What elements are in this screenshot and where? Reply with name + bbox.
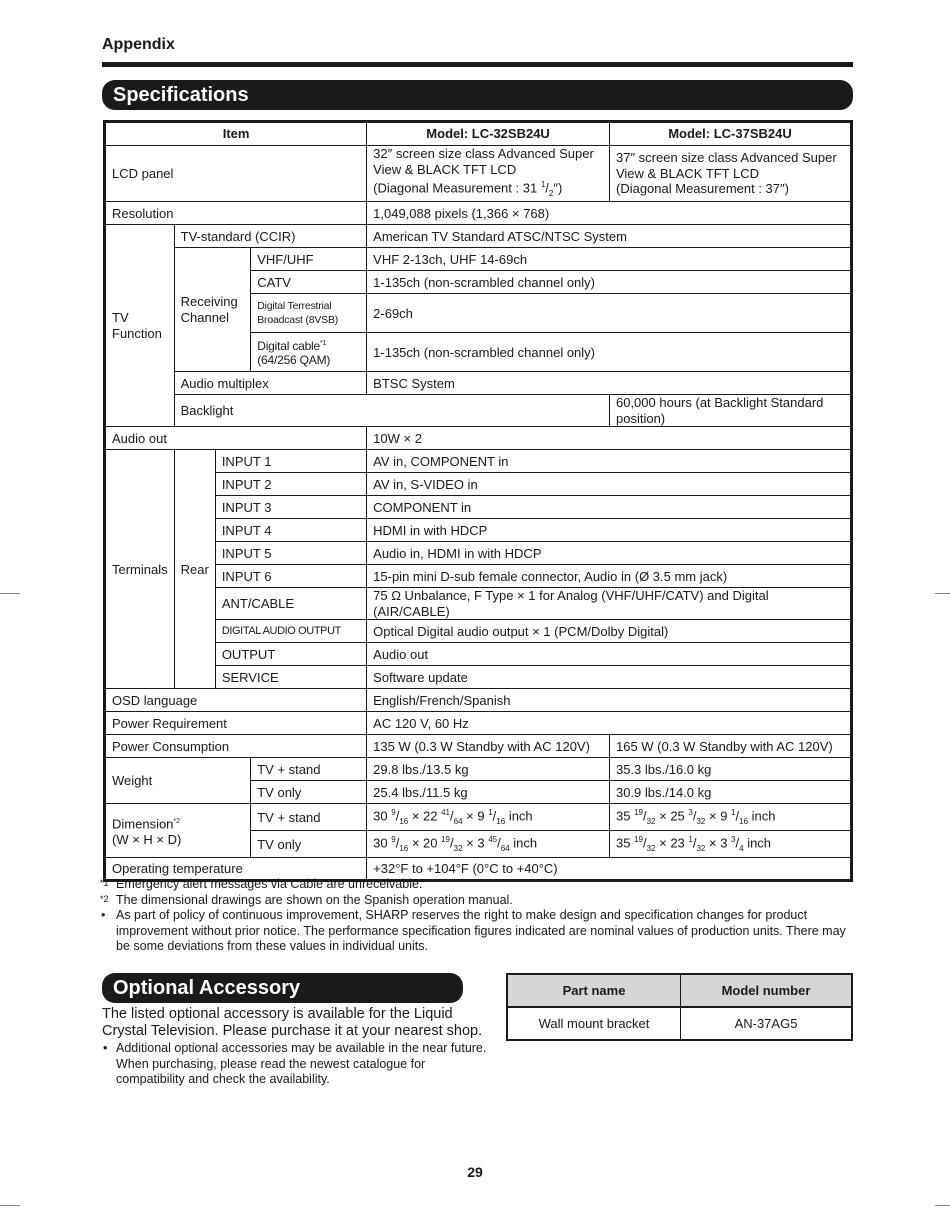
table-row-output bbox=[105, 643, 852, 666]
row-label: Resolution bbox=[105, 202, 367, 225]
header-rule bbox=[102, 62, 853, 67]
cell-value: English/French/Spanish bbox=[367, 689, 852, 712]
cell-value: 25.4 lbs./11.5 kg bbox=[367, 781, 610, 804]
table-row-backlight bbox=[105, 395, 852, 427]
cell-value: AV in, COMPONENT in bbox=[367, 450, 852, 473]
row-label: INPUT 3 bbox=[215, 496, 366, 519]
row-label: Power Consumption bbox=[105, 735, 367, 758]
crop-mark-left bbox=[0, 593, 20, 594]
row-label: VHF/UHF bbox=[251, 248, 367, 271]
header-model-1: Model: LC-32SB24U bbox=[367, 122, 610, 146]
table-row-service bbox=[105, 666, 852, 689]
row-label: TV + stand bbox=[251, 758, 367, 781]
model-number: AN-37AG5 bbox=[734, 1016, 798, 1031]
table-row-ant-cable bbox=[105, 588, 852, 620]
table-row-input-5 bbox=[105, 542, 852, 565]
row-label-dimension: Dimension$^{*2}$ (W × H × D) bbox=[105, 804, 251, 858]
row-label: ANT/CABLE bbox=[215, 588, 366, 620]
table-row-vhf-uhf bbox=[105, 248, 852, 271]
accessory-description: The listed optional accessory is available for the Liquid Crystal Television. Please purchase it at your nearest shop. bbox=[102, 1006, 483, 1039]
cell-value: HDMI in with HDCP bbox=[367, 519, 852, 542]
table-row-audio-out bbox=[105, 427, 852, 450]
row-label: Backlight bbox=[174, 395, 609, 427]
cell-value: BTSC System bbox=[367, 372, 852, 395]
row-label: SERVICE bbox=[215, 666, 366, 689]
row-label-receiving-channel: Receiving Channel bbox=[174, 248, 251, 372]
row-label: INPUT 5 bbox=[215, 542, 366, 565]
row-label: TV only bbox=[251, 781, 367, 804]
optional-accessory-banner: Optional Accessory bbox=[102, 973, 463, 1003]
row-label: DIGITAL AUDIO OUTPUT bbox=[215, 620, 366, 643]
cell-value: AV in, S-VIDEO in bbox=[367, 473, 852, 496]
table-row-input-2 bbox=[105, 473, 852, 496]
row-label: Operating temperature bbox=[105, 858, 367, 881]
part-name: Wall mount bracket bbox=[507, 1007, 681, 1040]
crop-mark-right bbox=[935, 593, 950, 594]
row-label-rear: Rear bbox=[174, 450, 215, 689]
table-row bbox=[507, 1007, 852, 1040]
footnotes bbox=[100, 877, 852, 955]
table-row-osd-language bbox=[105, 689, 852, 712]
accessory-table bbox=[506, 973, 853, 1041]
table-row-lcd-panel bbox=[105, 146, 852, 202]
table-row-input-4 bbox=[105, 519, 852, 542]
cell-value: 2-69ch bbox=[367, 294, 852, 333]
table-row-audio-multiplex bbox=[105, 372, 852, 395]
cell-value: 32″ screen size class Advanced Super View & BLACK TFT LCD (Diagonal Measurement : 31 $^1/_2''$) bbox=[367, 146, 610, 202]
cell-value: 10W × 2 bbox=[367, 427, 852, 450]
footnote-bullet: • As part of policy of continuous improvement, SHARP reserves the right to make design and specification changes for product improvement without prior notice. The performance specification figures indicated are nominal values of production units. There may be some deviations from these values in individual units. bbox=[101, 908, 846, 953]
table-row-input-6 bbox=[105, 565, 852, 588]
cell-value: 60,000 hours (at Backlight Standard position) bbox=[609, 395, 851, 427]
row-label: TV-standard (CCIR) bbox=[174, 225, 367, 248]
row-label: Audio multiplex bbox=[174, 372, 367, 395]
cell-value: 135 W (0.3 W Standby with AC 120V) bbox=[367, 735, 610, 758]
table-row-digital-audio-output bbox=[105, 620, 852, 643]
crop-mark-left-bottom bbox=[0, 1205, 20, 1206]
row-label: Digital Terrestrial Broadcast (8VSB) bbox=[251, 294, 367, 333]
cell-value: 35 $^{19}/_{32} \times 23$ $^1/_{32} \times 3$ $^3/_4$ inch bbox=[609, 831, 851, 858]
cell-value: 165 W (0.3 W Standby with AC 120V) bbox=[609, 735, 851, 758]
cell-value: 35.3 lbs./16.0 kg bbox=[609, 758, 851, 781]
cell-value: 75 Ω Unbalance, F Type × 1 for Analog (VHF/UHF/CATV) and Digital (AIR/CABLE) bbox=[367, 588, 852, 620]
table-row-power-consumption bbox=[105, 735, 852, 758]
row-label: LCD panel bbox=[105, 146, 367, 202]
row-label: INPUT 4 bbox=[215, 519, 366, 542]
cell-value: Audio in, HDMI in with HDCP bbox=[367, 542, 852, 565]
table-row-input-3 bbox=[105, 496, 852, 519]
header-item: Item bbox=[105, 122, 367, 146]
specifications-banner: Specifications bbox=[102, 80, 853, 110]
table-row-tv-standard bbox=[105, 225, 852, 248]
cell-value: +32°F to +104°F (0°C to +40°C) bbox=[367, 858, 852, 881]
row-label: TV + stand bbox=[251, 804, 367, 831]
cell-value: Optical Digital audio output × 1 (PCM/Dolby Digital) bbox=[367, 620, 852, 643]
crop-mark-right-bottom bbox=[935, 1205, 950, 1206]
row-label: TV only bbox=[251, 831, 367, 858]
row-label: Audio out bbox=[105, 427, 367, 450]
row-label: INPUT 1 bbox=[215, 450, 366, 473]
accessory-note: • Additional optional accessories may be available in the near future. When purchasing, please read the newest catalogue for compatibility and check the availability. bbox=[103, 1041, 487, 1086]
row-label: Digital cable$^{*1}$ (64/256 QAM) bbox=[251, 333, 367, 372]
cell-value: VHF 2-13ch, UHF 14-69ch bbox=[367, 248, 852, 271]
header-part-name: Part name bbox=[507, 974, 681, 1007]
table-header-row bbox=[105, 122, 852, 146]
section-label: Appendix bbox=[102, 36, 175, 53]
cell-value: 1,049,088 pixels (1,366 × 768) bbox=[367, 202, 852, 225]
specifications-table bbox=[103, 120, 853, 882]
table-row-power-requirement bbox=[105, 712, 852, 735]
cell-value: COMPONENT in bbox=[367, 496, 852, 519]
cell-value: American TV Standard ATSC/NTSC System bbox=[367, 225, 852, 248]
footnote-2: *2 The dimensional drawings are shown on the Spanish operation manual. bbox=[100, 892, 513, 907]
table-row-weight-stand bbox=[105, 758, 852, 781]
cell-value: Audio out bbox=[367, 643, 852, 666]
row-label: INPUT 6 bbox=[215, 565, 366, 588]
header-model-number: Model number bbox=[681, 974, 853, 1007]
row-label: INPUT 2 bbox=[215, 473, 366, 496]
cell-value: Software update bbox=[367, 666, 852, 689]
footnote-1: *1 Emergency alert messages via Cable are unreceivable. bbox=[100, 877, 423, 891]
cell-value: 1-135ch (non-scrambled channel only) bbox=[367, 333, 852, 372]
cell-value: 30 $^9/_{16} \times 22$ $^{41}/_{64} \times 9$ $^1/_{16}$ inch bbox=[367, 804, 610, 831]
row-label: OSD language bbox=[105, 689, 367, 712]
cell-value: 15-pin mini D-sub female connector, Audio in (Ø 3.5 mm jack) bbox=[367, 565, 852, 588]
cell-value: 37″ screen size class Advanced Super View & BLACK TFT LCD (Diagonal Measurement : 37″) bbox=[609, 146, 851, 202]
row-label: OUTPUT bbox=[215, 643, 366, 666]
cell-value: 29.8 lbs./13.5 kg bbox=[367, 758, 610, 781]
cell-value: 35 $^{19}/_{32} \times 25$ $^3/_{32} \times 9$ $^1/_{16}$ inch bbox=[609, 804, 851, 831]
cell-value: 1-135ch (non-scrambled channel only) bbox=[367, 271, 852, 294]
table-row-input-1 bbox=[105, 450, 852, 473]
cell-value: 30 $^9/_{16} \times 20$ $^{19}/_{32} \times 3$ $^{45}/_{64}$ inch bbox=[367, 831, 610, 858]
table-row-resolution bbox=[105, 202, 852, 225]
cell-value: 30.9 lbs./14.0 kg bbox=[609, 781, 851, 804]
row-label: Power Requirement bbox=[105, 712, 367, 735]
table-row-dimension-stand bbox=[105, 804, 852, 831]
row-label: CATV bbox=[251, 271, 367, 294]
header-model-2: Model: LC-37SB24U bbox=[609, 122, 851, 146]
cell-value: AC 120 V, 60 Hz bbox=[367, 712, 852, 735]
row-label-tv-function: TV Function bbox=[105, 225, 175, 427]
row-label-terminals: Terminals bbox=[105, 450, 175, 689]
page-number: 29 bbox=[467, 1164, 483, 1180]
row-label-weight: Weight bbox=[105, 758, 251, 804]
accessory-header-row bbox=[507, 974, 852, 1007]
